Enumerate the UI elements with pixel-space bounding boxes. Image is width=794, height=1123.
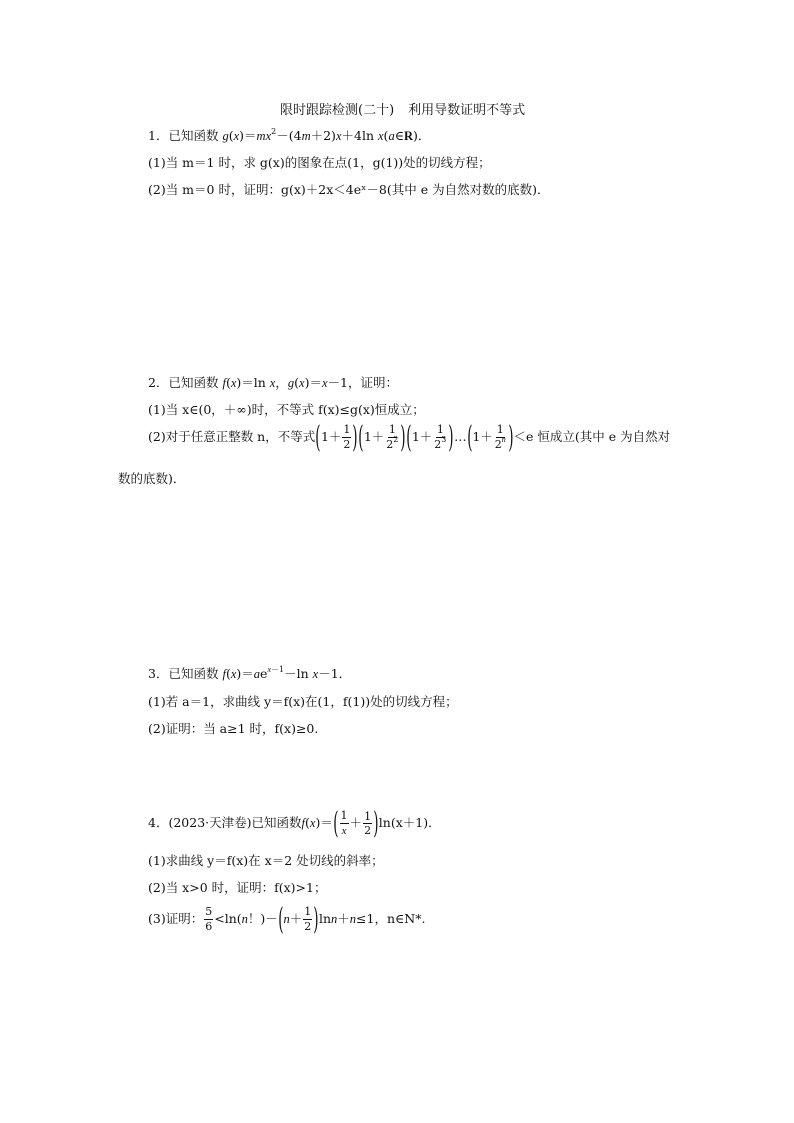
problem-2-part-2 — [148, 420, 671, 455]
problem-1-stem — [148, 127, 431, 143]
problem-4-tail: ln(x＋1)． — [378, 815, 441, 831]
problem-3-lead: 已知函数 — [168, 666, 219, 681]
problem-1-part-2: (2)当 m＝0 时，证明：g(x)＋2x＜4eˣ－8(其中 e 为自然对数的底数)． — [148, 182, 550, 197]
title-main: 限时跟踪检测(二十) — [280, 103, 395, 118]
problem-4-inequality-formula: $\frac{5}{6}$ <ln( n ！)－ ( n ＋ $\frac{1}{2}$ ) ln n ＋ n ≤1 — [205, 902, 375, 937]
problem-1-lead: 已知函数 — [168, 128, 219, 143]
problem-4-stem — [148, 806, 441, 842]
problem-3-formula: $f(x)=ae^{x-1}-\ln$ x－1 — [222, 665, 339, 681]
problem-1-part-1: (1)当 m＝1 时，求 g(x)的图象在点(1，g(1))处的切线方程； — [148, 155, 491, 170]
problem-3-tail: ． — [338, 666, 352, 681]
problem-2-lead: 已知函数 — [168, 375, 219, 390]
problem-4-lead: (2023·天津卷)已知函数 — [168, 815, 302, 831]
problem-3-number: 3． — [148, 666, 169, 681]
problem-2-part-2-lead: (2)对于任意正整数 n，不等式 — [148, 429, 316, 445]
problem-2-formula: f(x)＝ln x，g(x)＝x－1 — [222, 375, 348, 390]
problem-4-number: 4． — [148, 815, 169, 831]
problem-2-stem — [148, 377, 398, 390]
problem-4-part-1: (1)求曲线 y＝f(x)在 x＝2 处切线的斜率； — [148, 853, 384, 868]
problem-2-product-formula: ( 1＋ $\frac{1}{2}$ ) ( 1＋ $\frac{1}{2^2}$ ) ( 1＋ $\frac{1}{2^3}$ ) … ( 1＋ $\frac{1}{2^n}$ ) — [315, 420, 514, 455]
problem-2-tail: ，证明： — [347, 375, 398, 390]
problem-2-part-2-continued: 数的底数)． — [118, 471, 186, 486]
worksheet-title — [280, 104, 525, 117]
problem-2-number: 2． — [148, 375, 169, 390]
problem-4-part-3-lead: (3)证明： — [148, 911, 204, 927]
title-topic: 利用导数证明不等式 — [408, 103, 526, 118]
problem-2-part-1: (1)当 x∈(0，＋∞)时，不等式 f(x)≤g(x)恒成立； — [148, 402, 425, 417]
problem-4-part-3 — [148, 902, 426, 937]
problem-1-tail: (a∈R)． — [383, 128, 431, 143]
problem-4-part-2: (2)当 x>0 时，证明：f(x)>1； — [148, 880, 327, 895]
problem-4-formula: f ( x )＝ ( $\frac{1}{x}$ ＋ $\frac{1}{2}$ ) — [301, 806, 379, 842]
problem-1-number: 1． — [148, 128, 169, 143]
problem-3-stem — [148, 665, 352, 681]
problem-3-part-1: (1)若 a＝1，求曲线 y＝f(x)在(1，f(1))处的切线方程； — [148, 694, 458, 709]
problem-2-part-2-tail: ＜e 恒成立(其中 e 为自然对 — [513, 429, 671, 445]
problem-4-part-3-tail: ，n∈N*. — [374, 911, 426, 927]
problem-3-part-2: (2)证明：当 a≥1 时，f(x)≥0. — [148, 721, 319, 736]
problem-1-formula: $g(x)=mx^2-(4m+2)x+4\ln$ x — [222, 127, 384, 143]
